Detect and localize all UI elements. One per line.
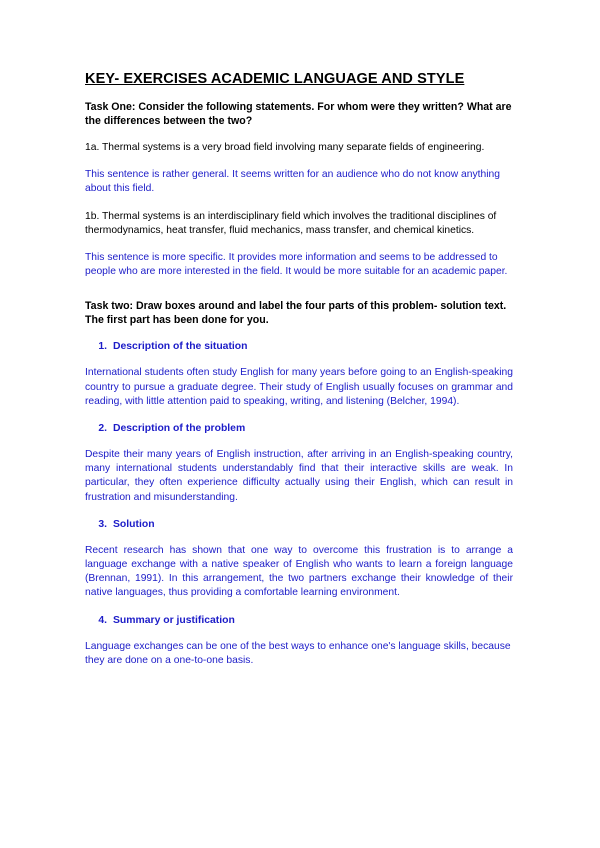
answer-1b: This sentence is more specific. It provides more information and seems to be addressed to people who are more interested in the field. It would be more suitable for an academic paper. bbox=[85, 252, 508, 278]
section-3-heading bbox=[85, 518, 513, 532]
task-two-heading: Task two: Draw boxes around and label the four parts of this problem- solution text. The first part has been done for you. bbox=[85, 300, 507, 327]
section-number: 2. bbox=[98, 423, 107, 435]
section-title: Description of the situation bbox=[113, 341, 248, 353]
answer-1a: This sentence is rather general. It seems written for an audience who do not know anything about this field. bbox=[85, 169, 500, 195]
statement-1a: 1a. Thermal systems is a very broad field involving many separate fields of engineering. bbox=[85, 142, 485, 153]
section-1-text: International students often study English for many years before going to an English-speaking country to pursue a graduate degree. Their study of English usually focuses on grammar and reading, with little attention paid to speaking, writing, and listening (Belcher, 1994). bbox=[85, 367, 513, 407]
section-2-text: Despite their many years of English instruction, after arriving in an English-speaking country, many international students understandably find that their interactive skills are weak. In particular, they often experience difficulty actually using their English, which can result in frustration and misunderstanding. bbox=[85, 449, 513, 503]
section-1-heading bbox=[85, 340, 513, 354]
document-body bbox=[85, 71, 513, 681]
section-title: Solution bbox=[113, 518, 155, 530]
section-3-text: Recent research has shown that one way to overcome this frustration is to arrange a language exchange with a native speaker of English who wants to learn a foreign language (Brennan, 1991). In this arrangement, the two partners exchange their knowledge of their native languages, thus providing a comfortable learning environment. bbox=[85, 544, 513, 599]
statement-1b: 1b. Thermal systems is an interdisciplinary field which involves the traditional disciplines of thermodynamics, heat transfer, fluid mechanics, mass transfer, and chemical kinetics. bbox=[85, 210, 497, 236]
section-title: Description of the problem bbox=[113, 423, 246, 435]
section-number: 3. bbox=[98, 518, 107, 530]
task-one-heading: Task One: Consider the following statements. For whom were they written? What are the differences between the two? bbox=[85, 101, 512, 127]
section-number: 4. bbox=[98, 614, 107, 626]
page-title: KEY- EXERCISES ACADEMIC LANGUAGE AND STYLE bbox=[85, 71, 465, 87]
section-4-heading bbox=[85, 614, 513, 628]
section-2-heading bbox=[85, 422, 513, 436]
section-number: 1. bbox=[98, 341, 107, 353]
section-title: Summary or justification bbox=[113, 614, 235, 626]
section-4-text: Language exchanges can be one of the best ways to enhance one's language skills, because they are done on a one-to-one basis. bbox=[85, 640, 511, 666]
